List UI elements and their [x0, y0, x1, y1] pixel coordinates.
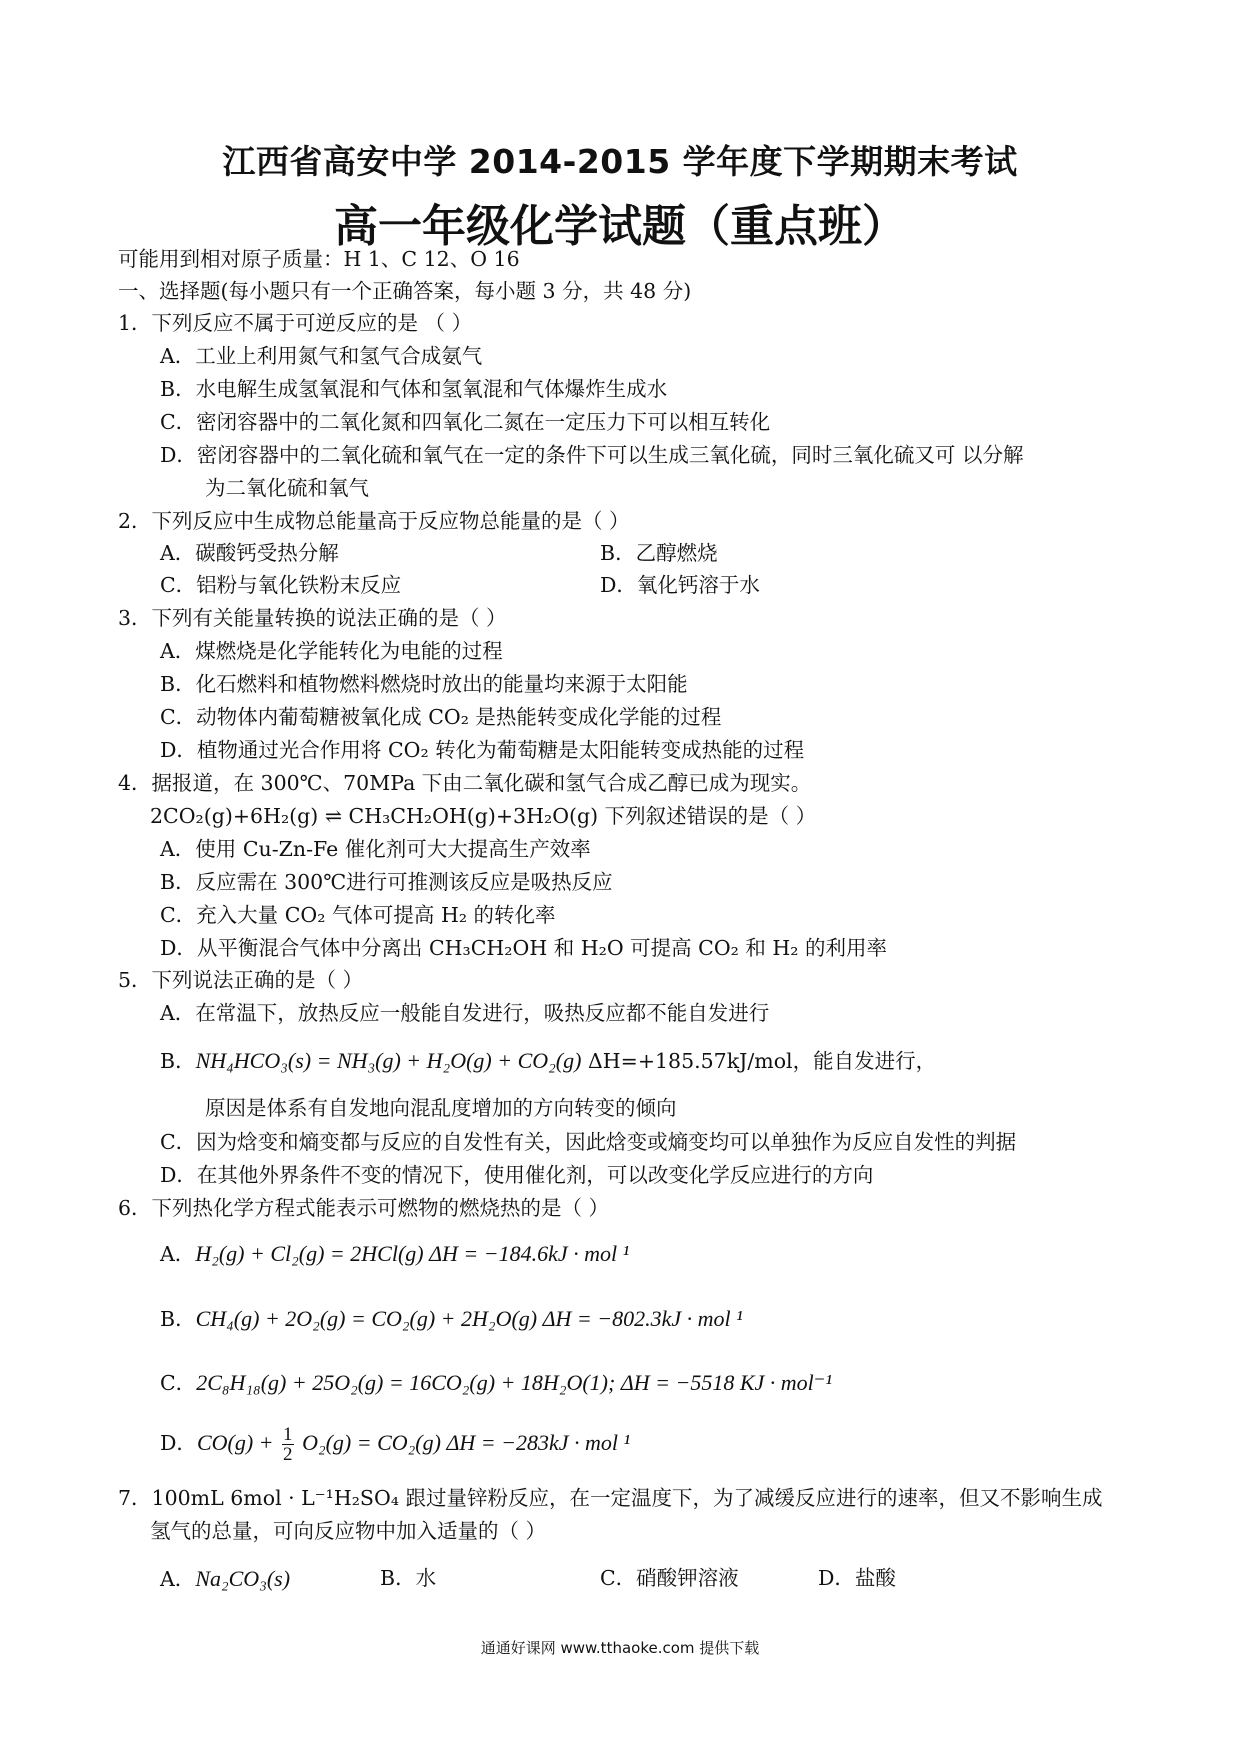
q3-option-b: B．化石燃料和植物燃料燃烧时放出的能量均来源于太阳能 — [160, 672, 688, 696]
fraction-denominator: 2 — [283, 1444, 293, 1465]
q3-option-c: C．动物体内葡萄糖被氧化成 CO₂ 是热能转变成化学能的过程 — [160, 705, 722, 729]
q7-option-a — [160, 1566, 290, 1592]
q5-option-b-cont: 原因是体系有自发地向混乱度增加的方向转变的倾向 — [205, 1096, 677, 1120]
q7-stem: 7．100mL 6mol · L⁻¹H₂SO₄ 跟过量锌粉反应，在一定温度下，为了减缓反应进行的速率，但又不影响生成 — [118, 1486, 1103, 1510]
q6-option-d-equation-end: O₂(g) = CO₂(g) ΔH = −283kJ · mol ¹ — [302, 1430, 631, 1455]
q2-option-b: B．乙醇燃烧 — [600, 541, 718, 565]
q1-stem: 1．下列反应不属于可逆反应的是 （ ） — [118, 311, 473, 335]
q6-option-d-equation-start: CO(g) + — [196, 1430, 274, 1455]
q2-option-d: D．氧化钙溶于水 — [600, 573, 760, 597]
q6-option-b-label: B． — [160, 1307, 196, 1331]
footer-credit: 通通好课网 www.tthaoke.com 提供下载 — [480, 1639, 760, 1657]
q1-option-a: A．工业上利用氮气和氢气合成氨气 — [160, 344, 483, 368]
q7-option-d: D．盐酸 — [818, 1566, 896, 1590]
q5-option-b-equation: NH₄HCO₃(s) = NH₃(g) + H₂O(g) + CO₂(g) — [195, 1048, 582, 1073]
section-heading: 一、选择题(每小题只有一个正确答案，每小题 3 分，共 48 分) — [118, 279, 692, 303]
q5-option-c: C．因为焓变和熵变都与反应的自发性有关，因此焓变或熵变均可以单独作为反应自发性的判据 — [160, 1130, 1017, 1154]
q6-stem: 6．下列热化学方程式能表示可燃物的燃烧热的是（ ） — [118, 1196, 610, 1220]
school-title: 江西省高安中学 2014-2015 学年度下学期期末考试 — [222, 142, 1018, 181]
q1-option-c: C．密闭容器中的二氧化氮和四氧化二氮在一定压力下可以相互转化 — [160, 410, 771, 434]
q6-option-c-label: C． — [160, 1371, 197, 1395]
q6-option-b — [160, 1306, 743, 1332]
q7-option-a-label: A． — [160, 1567, 196, 1591]
q7-option-c: C．硝酸钾溶液 — [600, 1566, 739, 1590]
q1-option-d-cont: 为二氧化硫和氧气 — [205, 476, 369, 500]
q1-option-d: D．密闭容器中的二氧化硫和氧气在一定的条件下可以生成三氧化硫，同时三氧化硫又可 以分解 — [160, 443, 1024, 467]
q6-option-b-equation: CH₄(g) + 2O₂(g) = CO₂(g) + 2H₂O(g) ΔH = −802.3kJ · mol ¹ — [195, 1306, 743, 1331]
q6-option-d-fraction — [282, 1425, 294, 1464]
q5-option-b — [160, 1048, 936, 1074]
q4-stem: 4．据报道，在 300℃、70MPa 下由二氧化碳和氢气合成乙醇已成为现实。 — [118, 771, 812, 795]
q2-stem: 2．下列反应中生成物总能量高于反应物总能量的是（ ） — [118, 509, 630, 533]
q4-option-a: A．使用 Cu-Zn-Fe 催化剂可大大提高生产效率 — [160, 837, 591, 861]
q6-option-d-label: D． — [160, 1431, 197, 1455]
q6-option-a-equation: H₂(g) + Cl₂(g) = 2HCl(g) ΔH = −184.6kJ · mol ¹ — [195, 1241, 630, 1266]
q3-stem: 3．下列有关能量转换的说法正确的是（ ） — [118, 606, 507, 630]
q7-option-a-formula: Na₂CO₃(s) — [195, 1566, 291, 1591]
q6-option-a-label: A． — [160, 1242, 196, 1266]
q7-stem-cont: 氢气的总量，可向反应物中加入适量的（ ） — [150, 1519, 547, 1543]
q7-option-b: B．水 — [380, 1566, 437, 1590]
q5-option-d: D．在其他外界条件不变的情况下，使用催化剂，可以改变化学反应进行的方向 — [160, 1163, 874, 1187]
q4-option-d: D．从平衡混合气体中分离出 CH₃CH₂OH 和 H₂O 可提高 CO₂ 和 H₂ 的利用率 — [160, 936, 888, 960]
q5-option-b-label: B． — [160, 1049, 196, 1073]
q5-stem: 5．下列说法正确的是（ ） — [118, 968, 364, 992]
q2-option-a: A．碳酸钙受热分解 — [160, 541, 339, 565]
q6-option-c — [160, 1370, 832, 1396]
atomic-mass-info: 可能用到相对原子质量：H 1、C 12、O 16 — [118, 247, 520, 271]
q4-equation: 2CO₂(g)+6H₂(g) ⇌ CH₃CH₂OH(g)+3H₂O(g) 下列叙述错误的是（ ） — [150, 804, 817, 828]
q3-option-a: A．煤燃烧是化学能转化为电能的过程 — [160, 639, 503, 663]
q4-option-b: B．反应需在 300℃进行可推测该反应是吸热反应 — [160, 870, 613, 894]
exam-title: 高一年级化学试题（重点班） — [334, 201, 906, 252]
q1-option-b: B．水电解生成氢氧混和气体和氢氧混和气体爆炸生成水 — [160, 377, 668, 401]
q5-option-a: A．在常温下，放热反应一般能自发进行，吸热反应都不能自发进行 — [160, 1001, 770, 1025]
q3-option-d: D．植物通过光合作用将 CO₂ 转化为葡萄糖是太阳能转变成热能的过程 — [160, 738, 805, 762]
q6-option-d — [160, 1425, 630, 1464]
q5-option-b-enthalpy: ΔH=+185.57kJ/mol，能自发进行， — [581, 1049, 937, 1073]
q6-option-c-equation: 2C₈H₁₈(g) + 25O₂(g) = 16CO₂(g) + 18H₂O(1); ΔH = −5518 KJ · mol⁻¹ — [196, 1370, 832, 1395]
q6-option-a — [160, 1241, 629, 1267]
q2-option-c: C．铝粉与氧化铁粉末反应 — [160, 573, 402, 597]
q4-option-c: C．充入大量 CO₂ 气体可提高 H₂ 的转化率 — [160, 903, 556, 927]
fraction-numerator: 1 — [283, 1424, 293, 1445]
